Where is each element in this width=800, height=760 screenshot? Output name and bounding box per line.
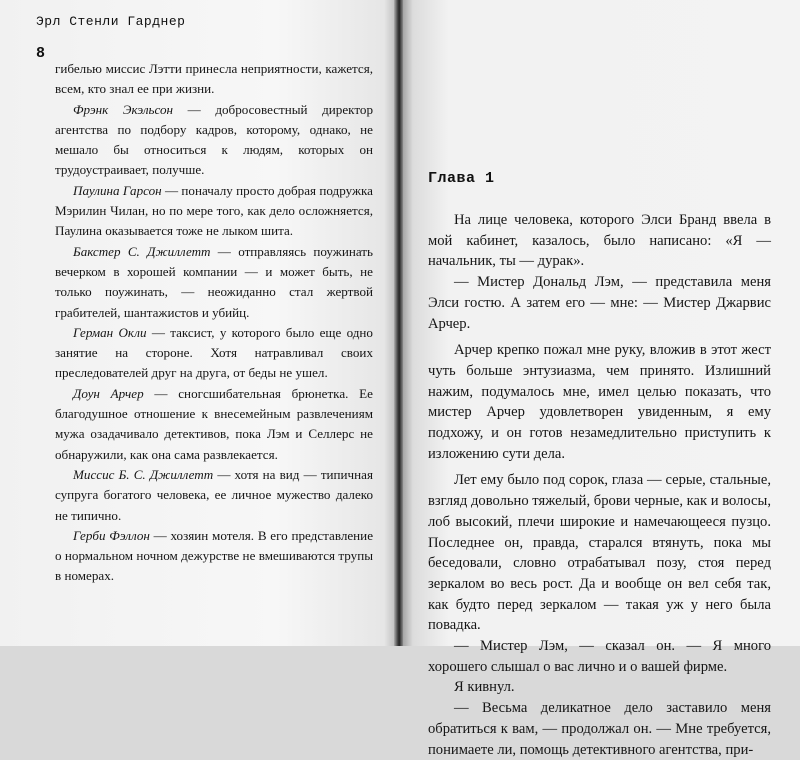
- cast-entry: [55, 59, 373, 100]
- character-name: Миссис Б. С. Джиллетт: [73, 466, 214, 482]
- character-description: — хотя на вид — типичная супруга богатого человека, ее личное мужество далеко не типично.: [55, 466, 373, 523]
- paragraph: Арчер крепко пожал мне руку, вложив в этот жест чуть больше энтузиазма, чем принято. Излишний нажим, подумалось мне, имел целью показать, что мистер Арчер удовлетворен увиденным, я ему подхожу, и он готов незамедлительно приступить к изложению сути дела.: [428, 342, 771, 462]
- bleed-through-text: [437, 60, 767, 80]
- cast-entry: [55, 323, 373, 384]
- character-description: — поначалу просто добрая подружка Мэрилин Чилан, но по мере того, как дело осложняется, Паулина оказывается тоже не лыком шита.: [55, 182, 373, 239]
- cast-entry: [55, 465, 373, 526]
- cast-entry: [55, 100, 373, 181]
- paragraph: — Весьма деликатное дело заставило меня обратиться к вам, — продолжал он. — Мне требуется, понимаете ли, помощь детективного агентства, при-: [428, 700, 771, 758]
- cast-entry: [55, 526, 373, 587]
- chapter-heading: Глава 1: [428, 170, 495, 187]
- character-description: — сногсшибательная брюнетка. Ее благодушное отношение к внесемейным развлечениям мужа озадачивало детективов, пока Лэм и Селлерс не обнаружили, как она сама развлекается.: [55, 385, 373, 462]
- left-page: [0, 0, 396, 646]
- character-description: — добросовестный директор агентства по подбору кадров, которому, однако, не мешало бы относиться к людям, которых он трудоустраивает, получше.: [55, 101, 374, 178]
- cast-of-characters: [55, 59, 373, 587]
- chapter-text: [428, 210, 771, 760]
- character-description: — хозяин мотеля. В его представление о нормальном ночном дежурстве не вмешиваются трупы в номерах.: [55, 527, 373, 584]
- book-gutter: [394, 0, 403, 646]
- cast-entry: [55, 181, 373, 242]
- page-number: 8: [36, 45, 46, 62]
- paragraph: — Мистер Дональд Лэм, — представила меня Элси гостю. А затем его — мне: — Мистер Джарвис Арчер.: [428, 274, 771, 332]
- paragraph: Я кивнул.: [454, 679, 515, 696]
- character-description: гибелью миссис Лэтти принесла неприятности, кажется, всем, кто знал ее при жизни.: [55, 61, 373, 97]
- paragraph: — Мистер Лэм, — сказал он. — Я много хорошего слышал о вас лично и о вашей фирме.: [428, 638, 771, 675]
- character-description: — отправляясь поужинать вечерком в хорошей компании — и может быть, не только поужинать, — неожиданно стал жертвой грабителей, шантажистов и убийц.: [55, 243, 373, 320]
- cast-entry: [55, 384, 373, 465]
- paragraph: Лет ему было под сорок, глаза — серые, стальные, взгляд довольно тяжелый, брови черные, как и волосы, лоб высокий, плечи широкие и намечающееся пузцо. Последнее он, правда, старался втянуть, пока мы беседовали, словно отрабатывал позу, стоя перед зеркалом во весь рост. Да и вообще он вел себя так, как будто перед зеркалом — такая уж у него была повадка.: [428, 472, 771, 634]
- character-name: Доун Арчер: [73, 385, 144, 401]
- paragraph: На лице человека, которого Элси Бранд ввела в мой кабинет, казалось, было написано: «Я — начальник, ты — дурак».: [428, 212, 771, 270]
- character-name: Бакстер С. Джиллетт: [73, 243, 211, 259]
- cast-entry: [55, 242, 373, 323]
- character-name: Паулина Гарсон: [73, 182, 162, 198]
- character-name: Герман Окли: [73, 324, 147, 340]
- character-description: — таксист, у которого было еще одно занятие на стороне. Хотя натравливал своих преследователей друг на друга, от беды не ушел.: [55, 324, 373, 381]
- character-name: Фрэнк Экэльсон: [73, 101, 174, 117]
- character-name: Герби Фэллон: [73, 527, 150, 543]
- running-head: Эрл Стенли Гарднер: [36, 14, 186, 29]
